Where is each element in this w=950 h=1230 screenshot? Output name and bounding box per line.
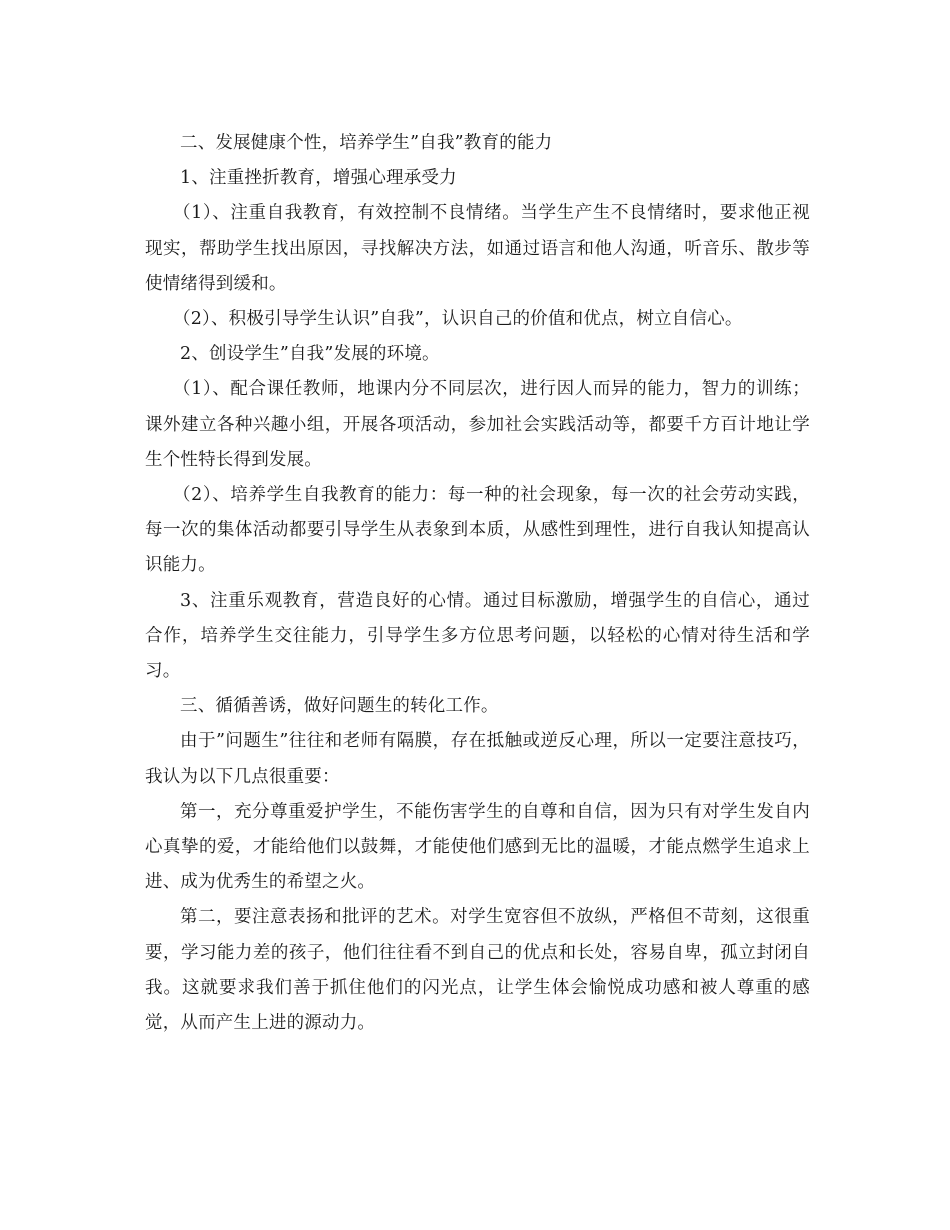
section-heading-two: 二、发展健康个性，培养学生”自我”教育的能力	[180, 133, 553, 153]
paragraph-optimism-education: 3、注重乐观教育，营造良好的心情。通过目标激励，增强学生的自信心，通过合作，培养学生交往能力，引导学生多方位思考问题，以轻松的心情对待生活和学习。	[145, 590, 810, 682]
paragraph-cooperate-teachers: （1）、配合课任教师，地课内分不同层次，进行因人而异的能力，智力的训练；课外建立各种兴趣小组，开展各项活动，参加社会实践活动等，都要千方百计地让学生个性特长得到发展。	[145, 379, 810, 470]
subheading-frustration-education: 1、注重挫折教育，增强心理承受力	[180, 168, 457, 189]
section-heading-three: 三、循循善诱，做好问题生的转化工作。	[180, 696, 499, 717]
document-body	[145, 126, 810, 1041]
paragraph-recognize-self: （2）、积极引导学生认识”自我”，认识自己的价值和优点，树立自信心。	[173, 309, 743, 330]
paragraph-point-two: 第二，要注意表扬和批评的艺术。对学生宽容但不放纵，严格但不苛刻，这很重要，学习能力差的孩子，他们往往看不到自己的优点和长处，容易自卑，孤立封闭自我。这就要求我们善于抓住他们的闪光点，让学生体会愉悦成功感和被人尊重的感觉，从而产生上进的源动力。	[145, 907, 810, 1034]
paragraph-point-one: 第一，充分尊重爱护学生，不能伤害学生的自尊和自信，因为只有对学生发自内心真挚的爱，才能给他们以鼓舞，才能使他们感到无比的温暖，才能点燃学生追求上进、成为优秀生的希望之火。	[145, 801, 810, 893]
paragraph-self-education: （1）、注重自我教育，有效控制不良情绪。当学生产生不良情绪时，要求他正视现实，帮助学生找出原因，寻找解决方法，如通过语言和他人沟通，听音乐、散步等使情绪得到缓和。	[145, 203, 810, 294]
paragraph-self-education-ability: （2）、培养学生自我教育的能力：每一种的社会现象，每一次的社会劳动实践，每一次的集体活动都要引导学生从表象到本质，从感性到理性，进行自我认知提高认识能力。	[145, 485, 810, 576]
paragraph-problem-students: 由于”问题生”往往和老师有隔膜，存在抵触或逆反心理，所以一定要注意技巧，我认为以下几点很重要：	[145, 731, 810, 787]
subheading-create-environment: 2、创设学生”自我”发展的环境。	[180, 344, 440, 365]
